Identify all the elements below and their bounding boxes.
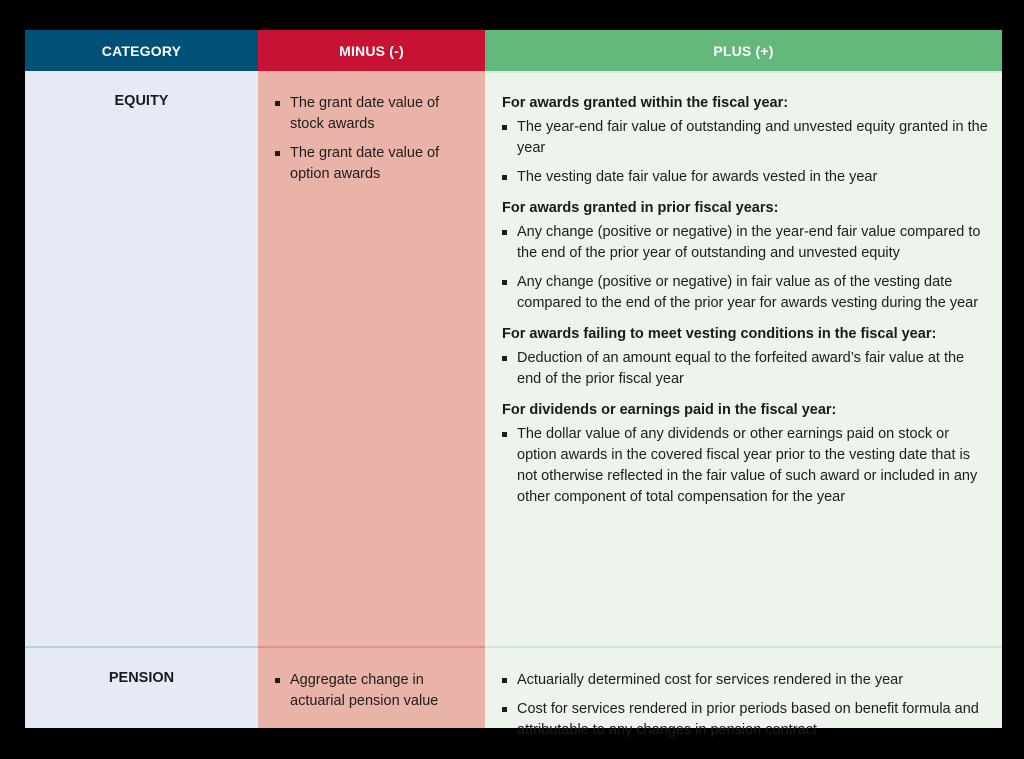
plus-list (502, 424, 992, 508)
plus-section (502, 324, 992, 390)
square-bullet-icon (275, 678, 280, 683)
compensation-adjustment-table (25, 30, 1002, 738)
square-bullet-icon (502, 125, 507, 130)
list-item: Aggregate change in actuarial pension value (275, 670, 475, 712)
list-item: The vesting date fair value for awards vested in the year (502, 167, 992, 188)
square-bullet-icon (502, 175, 507, 180)
list-item: Cost for services rendered in prior periods based on benefit formula and attributable to any changes in pension contract (502, 699, 992, 741)
square-bullet-icon (502, 356, 507, 361)
header-minus: MINUS (-) (258, 30, 485, 71)
square-bullet-icon (275, 101, 280, 106)
list-item: Deduction of an amount equal to the forfeited award’s fair value at the end of the prior fiscal year (502, 348, 992, 390)
plus-list (502, 117, 992, 188)
category-label: EQUITY (114, 93, 169, 109)
section-title: For awards granted in prior fiscal years: (502, 200, 779, 216)
header-plus: PLUS (+) (485, 30, 1002, 71)
plus-section (502, 198, 992, 314)
list-item: The grant date value of stock awards (275, 93, 475, 135)
plus-content (502, 670, 992, 749)
header-category: CATEGORY (25, 30, 258, 71)
plus-section (502, 93, 992, 188)
square-bullet-icon (502, 678, 507, 683)
square-bullet-icon (502, 230, 507, 235)
table-header (25, 30, 1002, 71)
plus-list (502, 670, 992, 741)
square-bullet-icon (275, 151, 280, 156)
table-row-equity (25, 71, 1002, 646)
category-label: PENSION (108, 670, 175, 686)
list-item: Any change (positive or negative) in the year-end fair value compared to the end of the prior year of outstanding and unvested equity (502, 222, 992, 264)
plus-content (502, 93, 992, 518)
square-bullet-icon (502, 707, 507, 712)
list-item: The grant date value of option awards (275, 143, 475, 185)
list-item: The year-end fair value of outstanding and unvested equity granted in the year (502, 117, 992, 159)
plus-section (502, 400, 992, 508)
list-item: Actuarially determined cost for services rendered in the year (502, 670, 992, 691)
square-bullet-icon (502, 280, 507, 285)
square-bullet-icon (502, 432, 507, 437)
plus-list (502, 222, 992, 314)
table-row-pension (25, 648, 1002, 738)
list-item: The dollar value of any dividends or other earnings paid on stock or option awards in the covered fiscal year prior to the vesting date that is not otherwise reflected in the fair value of such award or included in any other component of total compensation for the year (502, 424, 992, 508)
minus-list (275, 93, 475, 193)
minus-list (275, 670, 475, 720)
section-title: For awards failing to meet vesting conditions in the fiscal year: (502, 326, 937, 342)
plus-list (502, 348, 992, 390)
section-title: For dividends or earnings paid in the fiscal year: (502, 402, 837, 418)
table-body (25, 71, 1002, 738)
section-title: For awards granted within the fiscal year: (502, 95, 789, 111)
list-item: Any change (positive or negative) in fair value as of the vesting date compared to the end of the prior year for awards vesting during the year (502, 272, 992, 314)
